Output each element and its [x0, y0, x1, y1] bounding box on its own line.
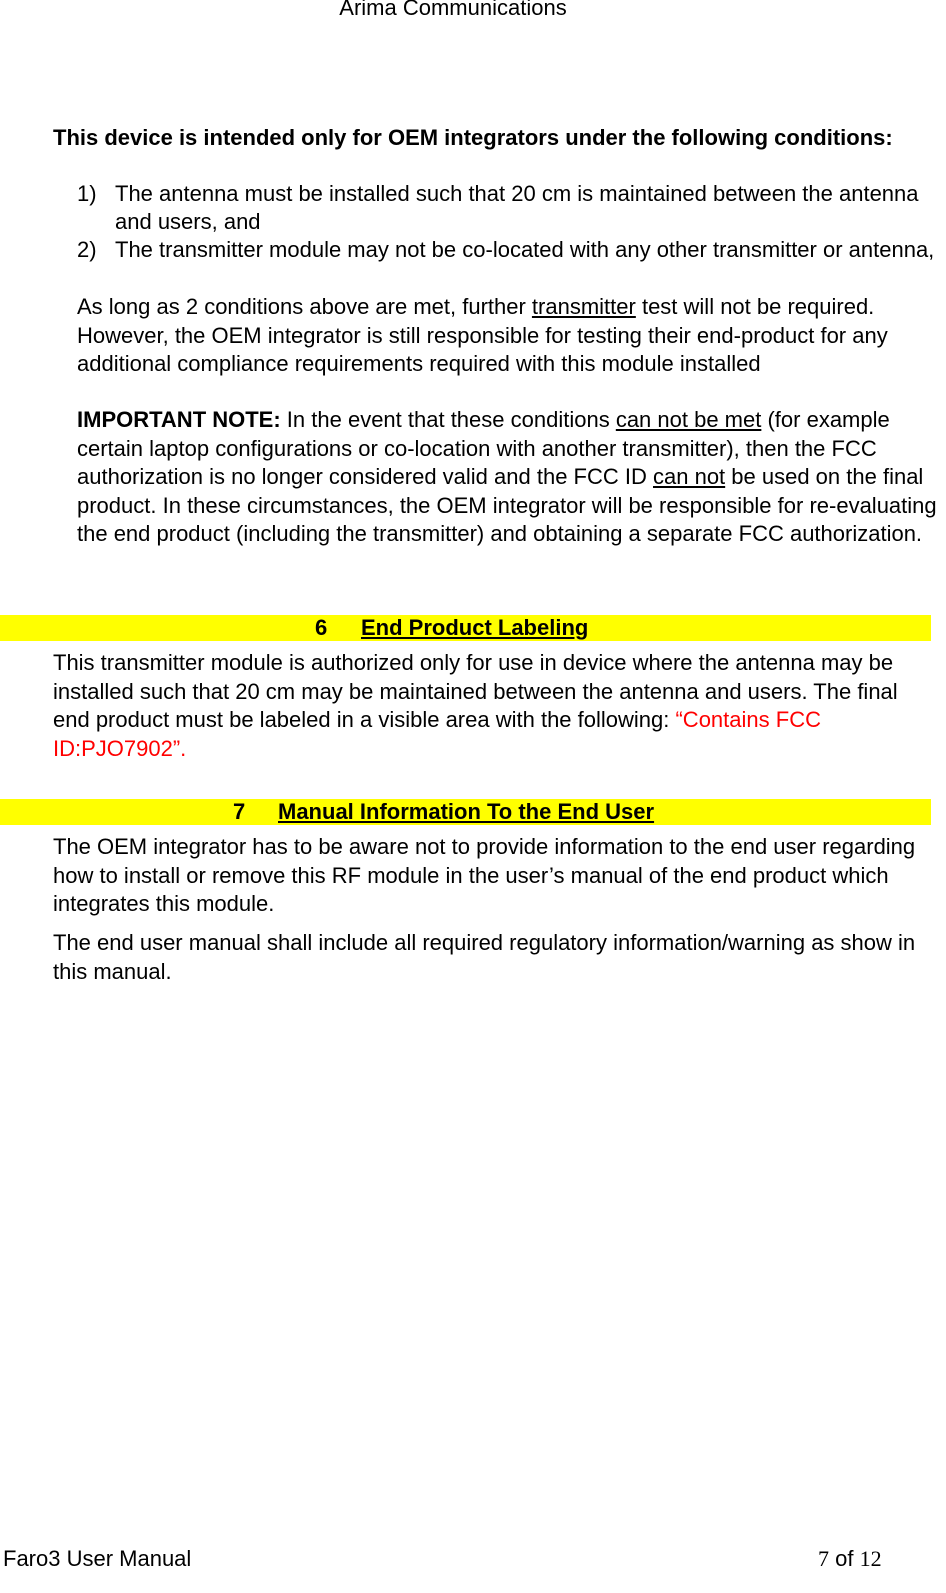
page-of: of — [835, 1546, 854, 1571]
section-6-text: This transmitter module is authorized only for use in device where the antenna may be installed such that 20 cm may be maintained between the antenna and users. The final end product must be labeled in a visible area with the following: — [53, 650, 898, 732]
oem-intro: This device is intended only for OEM integrators under the following conditions: — [53, 125, 893, 150]
important-note-text: In the event that these conditions — [280, 407, 616, 432]
important-note — [77, 406, 937, 549]
important-note-text: (for example certain laptop configurations or co-location with another transmitter), then the FCC authorization is no longer considered valid and the FCC ID — [77, 407, 890, 489]
section-7-para-2: The end user manual shall include all required regulatory information/warning as show in this manual. — [53, 930, 916, 984]
oem-paragraph — [77, 293, 937, 379]
section-6-body — [53, 649, 933, 763]
section-6-heading — [0, 615, 931, 641]
section-7-heading — [0, 799, 931, 825]
condition-text: The antenna must be installed such that 20 cm is maintained between the antenna and users, and — [115, 181, 919, 234]
page-current: 7 — [818, 1546, 829, 1571]
section-number: 7 — [233, 799, 246, 824]
important-note-text: be used on the final product. In these circumstances, the OEM integrator will be responsible for re-evaluating the end product (including the transmitter) and obtaining a separate FCC authorization. — [77, 464, 937, 546]
condition-item — [77, 236, 937, 264]
fcc-label-text: “Contains FCC ID:PJO7902”. — [53, 707, 821, 761]
condition-number: 1) — [77, 181, 97, 206]
important-note-underline: can not — [653, 464, 726, 489]
conditions-list — [77, 180, 937, 264]
condition-item — [77, 180, 937, 236]
section-title: End Product Labeling — [361, 615, 589, 640]
oem-paragraph-text: As long as 2 conditions above are met, further — [77, 294, 532, 319]
section-7-para-1: The OEM integrator has to be aware not to provide information to the end user regarding how to install or remove this RF module in the user’s manual of the end product which integrates this module. — [53, 834, 916, 916]
oem-paragraph-text: test will not be required. However, the OEM integrator is still responsible for testing their end-product for any additional compliance requirements required with this module installed — [77, 294, 888, 376]
section-number: 6 — [315, 615, 328, 640]
footer-title: Faro3 User Manual — [3, 1546, 192, 1571]
section-title: Manual Information To the End User — [278, 799, 655, 824]
page-total: 12 — [859, 1546, 882, 1571]
important-note-underline: can not be met — [615, 407, 762, 432]
transmitter-link[interactable]: transmitter — [531, 294, 636, 319]
page-number — [818, 1546, 882, 1572]
condition-number: 2) — [77, 237, 97, 262]
important-note-label: IMPORTANT NOTE: — [77, 407, 281, 432]
condition-text: The transmitter module may not be co-located with any other transmitter or antenna, — [115, 237, 935, 262]
page-header: Arima Communications — [339, 0, 567, 20]
